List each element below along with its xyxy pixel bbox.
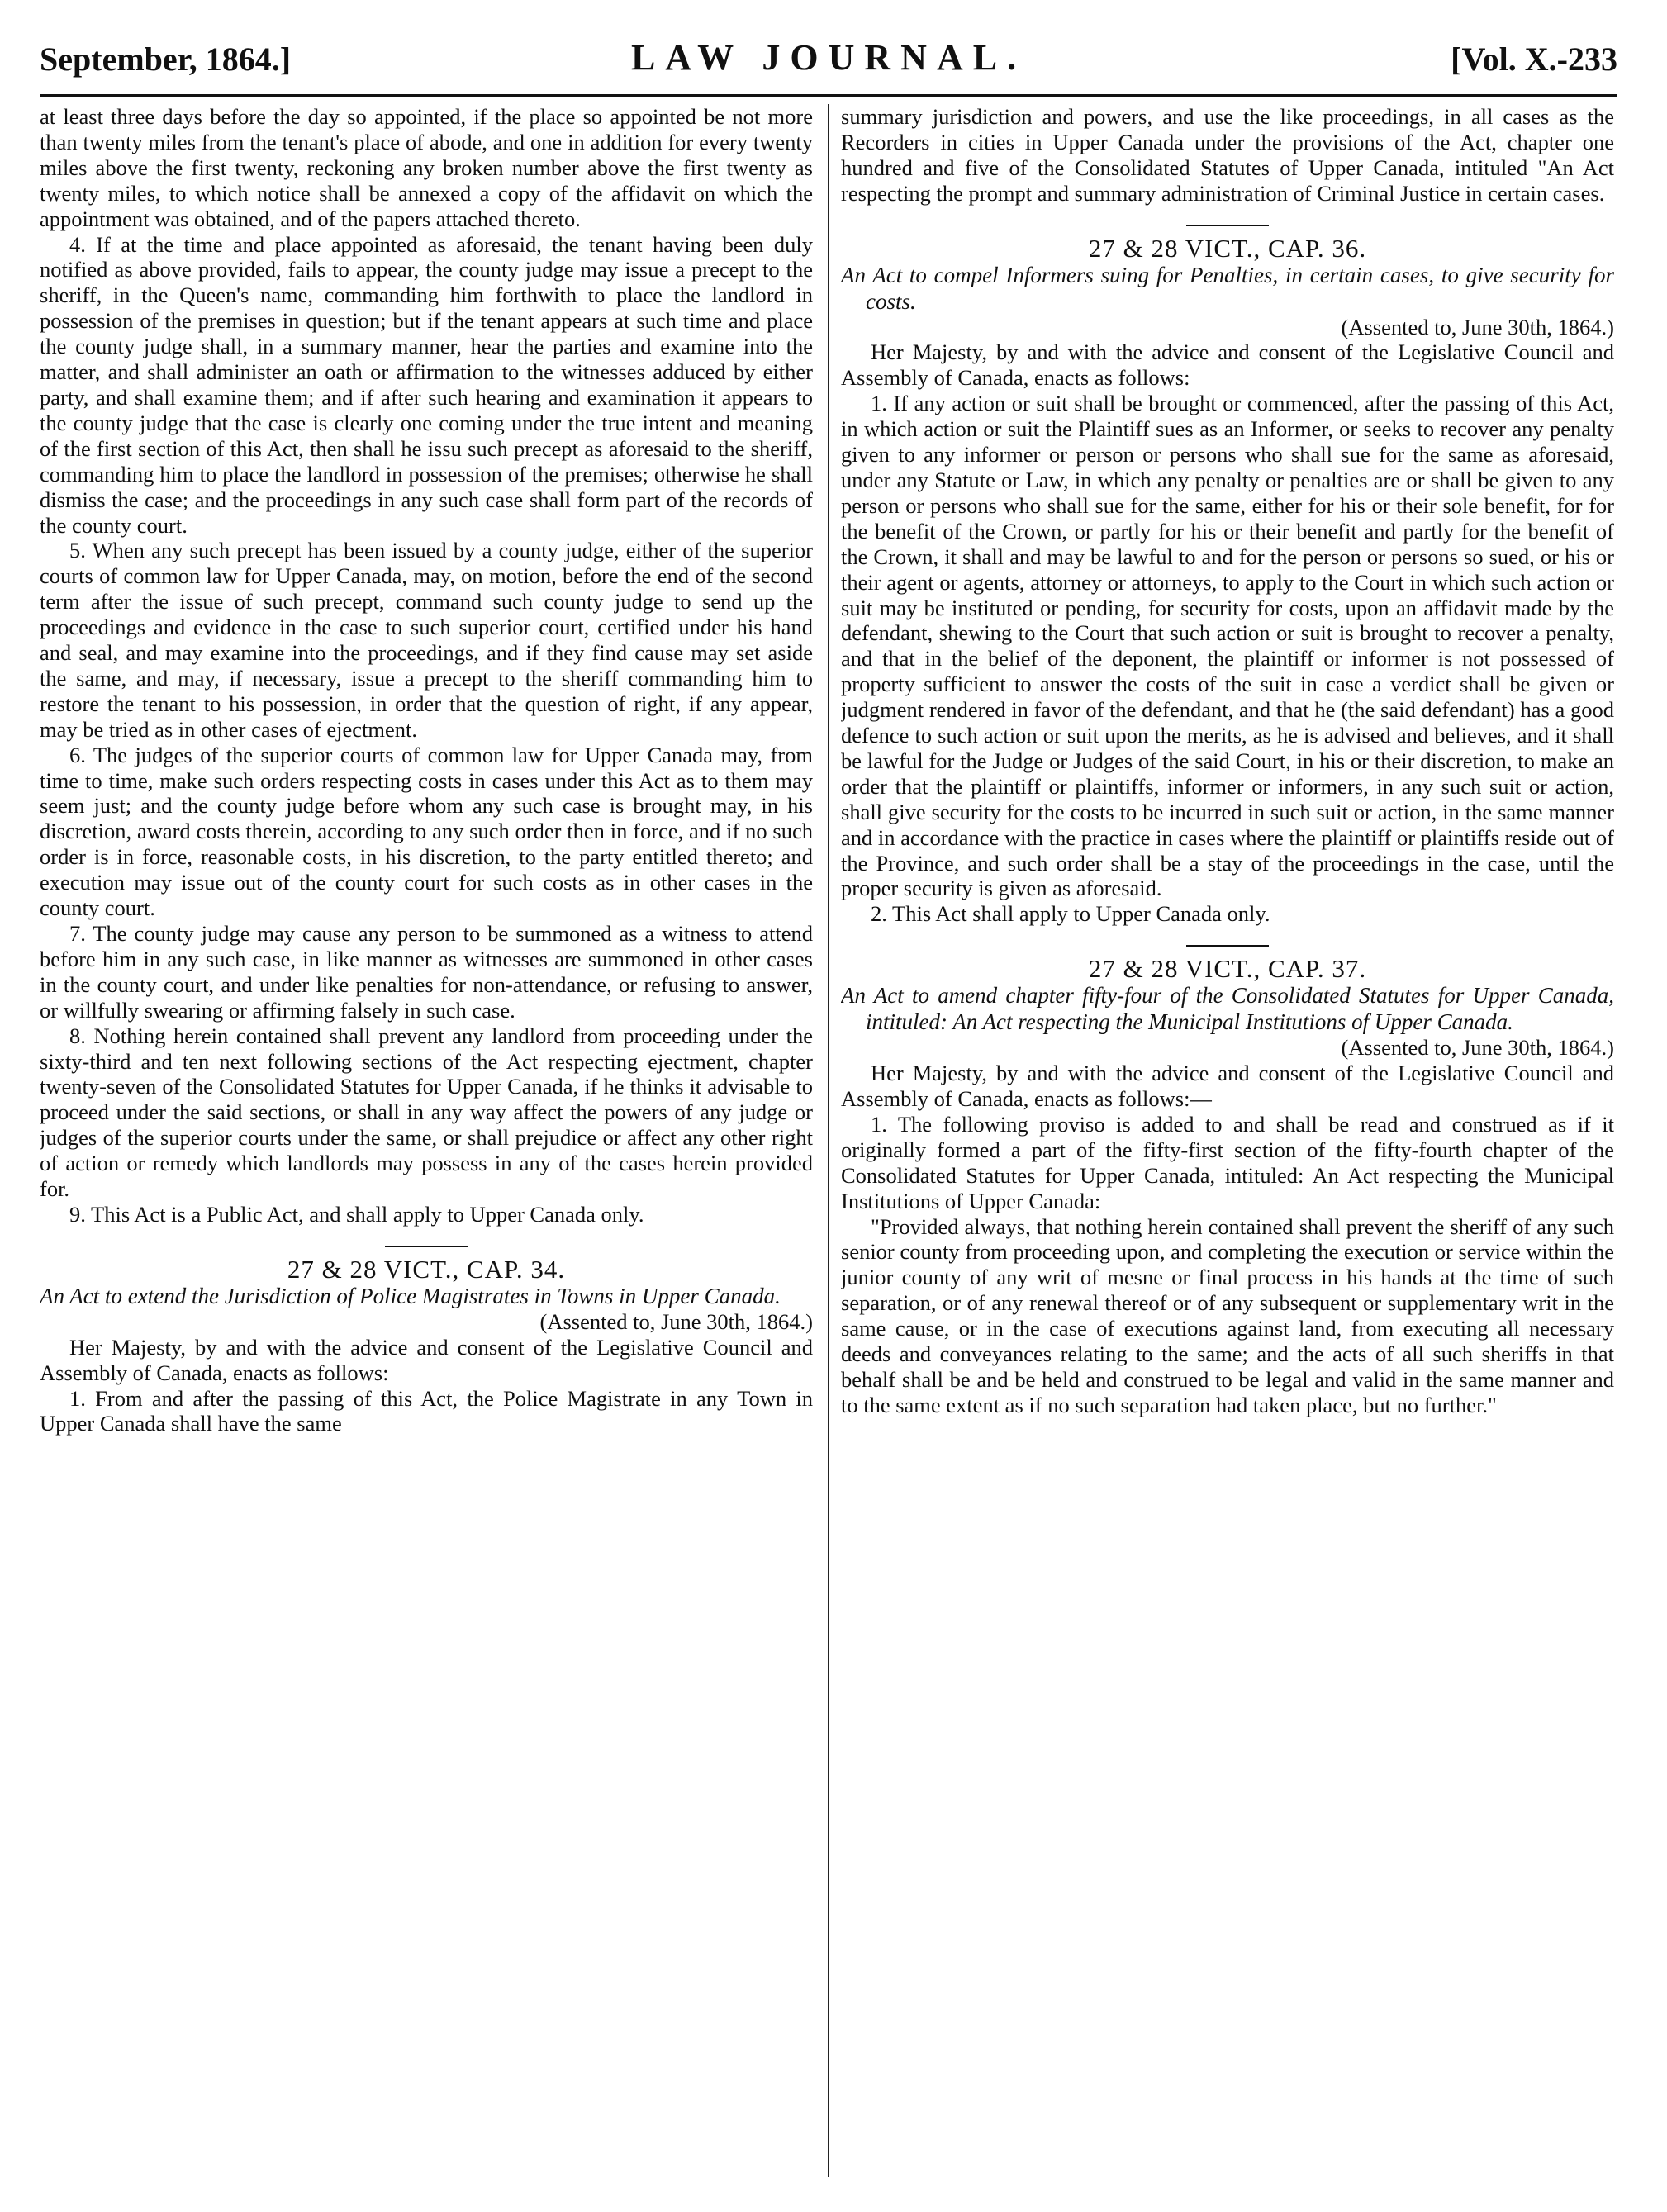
section-8: 8. Nothing herein contained shall prevent any landlord from proceeding under the sixty-third and ten next following sections of the Act respecting ejectment, chapter twenty-seven of the Consolidated Statutes for Upper Canada, if he thinks it advisable to proceed under the said sections, or shall in any way affect the powers of any judge or judges of the superior courts under the same, or shall prejudice or affect any other right of action or remedy which landlords may possess in any of the cases herein provided for.	[40, 1023, 813, 1202]
journal-title: LAW JOURNAL.	[630, 37, 1027, 78]
cap37-assent: (Assented to, June 30th, 1864.)	[1341, 1035, 1614, 1061]
cap34-heading: 27 & 28 VICT., CAP. 34.	[287, 1254, 566, 1284]
cap37-act-title: An Act to amend chapter fifty-four of the Consolidated Statutes for Upper Canada, intituled: An Act respecting the Municipal Institutions of Upper Canada.	[841, 983, 1614, 1035]
paragraph-continued: at least three days before the day so appointed, if the place so appointed be not more than twenty miles from the tenant's place of abode, and one in addition for every twenty miles above the first twenty, reckoning any broken number above the first twenty as twenty miles, to which notice shall be annexed a copy of the affidavit on which the appointment was obtained, and of the papers attached thereto.	[40, 104, 813, 231]
left-column	[40, 104, 813, 2186]
cap37-enacting-clause: Her Majesty, by and with the advice and consent of the Legislative Council and Assembly of Canada, enacts as follows:—	[841, 1061, 1614, 1111]
section-separator	[1186, 225, 1269, 226]
cap36-section-1: 1. If any action or suit shall be brought or commenced, after the passing of this Act, in which action or suit the Plaintiff sues as an Informer, or seeks to recover any penalty given to any informer or person or persons who shall sue for the same as aforesaid, under any Statute or Law, in which any penalty or penalties are or shall be given to any person or persons who shall sue for the same, either for his or their sole benefit, for for the benefit of the Crown, or partly for his or their benefit and partly for the benefit of the Crown, it shall and may be lawful to and for the person or persons so sued, or his or their agent or agents, attorney or attorneys, to apply to the Court in which such action or suit may be instituted or pending, for security for costs, upon an affidavit made by the defendant, shewing to the Court that such action or suit is brought to recover a penalty, and that in the belief of the deponent, the plaintiff or informer is not possessed of property sufficient to answer the costs of the suit in case a verdict shall be given or judgment rendered in favor of the defendant, and that he (the said defendant) has a good defence to such action or suit upon the merits, as he is advised and believes, and it shall be lawful for the Judge or Judges of the said Court, in his or their discretion, to make an order that the plaintiff or plaintiffs, informer or informers, in any such suit or action, shall give security for the costs to be incurred in such suit or action, in the same manner and in accordance with the practice in cases where the plaintiff or plaintiffs reside out of the Province, and such order shall be a stay of the proceedings in the case, until the proper security is given as aforesaid.	[841, 391, 1614, 901]
section-separator	[1186, 945, 1269, 947]
cap36-act-title: An Act to compel Informers suing for Penalties, in certain cases, to give security for costs.	[841, 262, 1614, 314]
right-column	[841, 104, 1614, 2186]
cap37-section-1: 1. The following proviso is added to and shall be read and construed as if it originally formed a part of the fifty-first section of the fifty-fourth chapter of the Consolidated Statutes for Upper Canada, intituled: An Act respecting the Municipal Institutions of Upper Canada:	[841, 1111, 1614, 1213]
cap34-assent: (Assented to, June 30th, 1864.)	[539, 1308, 813, 1334]
section-7: 7. The county judge may cause any person to be summoned as a witness to attend before him in any such case, in like manner as witnesses are summoned in other cases in the county court, and under like penalties for non-attendance, or refusing to answer, or willfully swearing or affirming falsely in such case.	[40, 921, 813, 1023]
cap36-heading: 27 & 28 VICT., CAP. 36.	[1088, 233, 1367, 263]
section-4: 4. If at the time and place appointed as aforesaid, the tenant having been duly notified as above provided, fails to appear, the county judge may issue a precept to the sheriff, in the Queen's name, commanding him forthwith to place the landlord in possession of the premises in question; but if the tenant appears at such time and place the county judge shall, in a summary manner, hear the parties and examine into the matter, and shall administer an oath or affirmation to the witnesses adduced by either party, and shall examine them; and if after such hearing and examination it appears to the county judge that the case is clearly one coming under the true intent and meaning of the first section of this Act, then shall he issu such precept as aforesaid to the sheriff, commanding him to place the landlord in possession of the premises; otherwise he shall dismiss the case; and the proceedings in any such case shall form part of the records of the county court.	[40, 231, 813, 538]
cap34-act-title: An Act to extend the Jurisdiction of Police Magistrates in Towns in Upper Canada.	[40, 1283, 781, 1308]
header-volume-page: [Vol. X.-233	[1451, 40, 1617, 78]
paragraph-continued: summary jurisdiction and powers, and use the like proceedings, in all cases as the Recorders in cities in Upper Canada under the provisions of the Act, chapter one hundred and five of the Consolidated Statutes of Upper Canada, intituled "An Act respecting the prompt and summary administration of Criminal Justice in certain cases.	[841, 104, 1614, 206]
section-5: 5. When any such precept has been issued by a county judge, either of the superior courts of common law for Upper Canada, may, on motion, before the end of the second term after the issue of such precept, command such county judge to send up the proceedings and evidence in the case to such superior court, certified under his hand and seal, and may examine into the proceedings, and if they find cause may set aside the same, and may, if necessary, issue a precept to the sheriff commanding him to restore the tenant to his possession, in order that the question of right, if any appear, may be tried as in other cases of ejectment.	[40, 538, 813, 742]
section-9: 9. This Act is a Public Act, and shall apply to Upper Canada only.	[69, 1201, 644, 1227]
cap36-section-2: 2. This Act shall apply to Upper Canada only.	[871, 901, 1270, 927]
header-rule	[40, 94, 1617, 97]
section-6: 6. The judges of the superior courts of common law for Upper Canada may, from time to time, make such orders respecting costs in cases under this Act as to them may seem just; and the county judge before whom any such case is brought may, in his discretion, award costs therein, according to any such order then in force, and if no such order is in force, reasonable costs, in his discretion, to the party entitled thereto; and execution may issue out of the county court for such costs as in other cases in the county court.	[40, 742, 813, 921]
cap37-proviso: "Provided always, that nothing herein contained shall prevent the sheriff of any such senior county from proceeding upon, and completing the execution or service within the junior county of any writ of mesne or final process in his hands at the time of such separation, or of any renewal thereof or of any subsequent or supplementary writ in the same cause, or in the case of executions against land, from executing all necessary deeds and conveyances relating to the same; and the acts of all such sheriffs in that behalf shall be and be held and construed to be legal and valid in the same manner and to the same extent as if no such separation had taken place, but no further."	[841, 1213, 1614, 1417]
cap36-assent: (Assented to, June 30th, 1864.)	[1341, 314, 1614, 339]
page-header	[40, 28, 1617, 94]
cap34-section-1: 1. From and after the passing of this Act, the Police Magistrate in any Town in Upper Canada shall have the same	[40, 1385, 813, 1436]
column-divider	[828, 104, 829, 2177]
cap37-heading: 27 & 28 VICT., CAP. 37.	[1088, 954, 1367, 984]
cap36-enacting-clause: Her Majesty, by and with the advice and consent of the Legislative Council and Assembly of Canada, enacts as follows:	[841, 339, 1614, 391]
section-separator	[385, 1246, 468, 1247]
cap34-enacting-clause: Her Majesty, by and with the advice and consent of the Legislative Council and Assembly of Canada, enacts as follows:	[40, 1334, 813, 1385]
header-date: September, 1864.]	[40, 40, 292, 78]
